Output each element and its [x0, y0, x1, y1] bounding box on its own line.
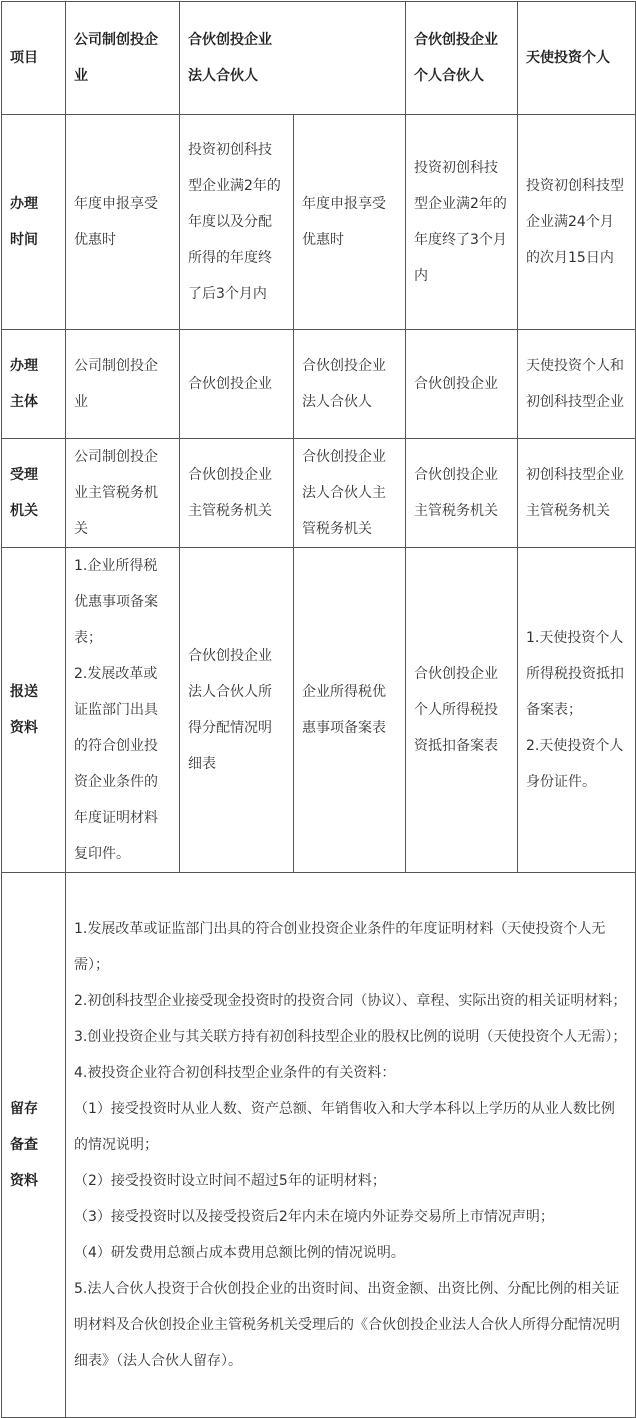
materials-item: 2.发展改革或证监部门出具的符合创业投资企业条件的年度证明材料复印件。	[74, 666, 158, 862]
row-label-line: 机关	[10, 503, 38, 519]
row-label-authority	[2, 439, 66, 548]
row-label-line: 资料	[10, 1173, 38, 1189]
cell-subject-angel-investor: 天使投资个人和初创科技型企业	[518, 330, 636, 439]
retained-item: 2.初创科技型企业接受现金投资时的投资合同（协议）、章程、实际出资的相关证明材料；	[74, 993, 627, 1009]
retained-item: 4.被投资企业符合初创科技型企业条件的有关资料：	[74, 1065, 396, 1081]
cell-authority-partnership-vc: 合伙创投企业主管税务机关	[180, 439, 294, 548]
materials-item: 2.天使投资个人身份证件。	[526, 738, 624, 790]
row-materials	[2, 548, 636, 873]
row-retained	[2, 873, 636, 1418]
retained-item: （1）接受投资时从业人数、资产总额、年销售收入和大学本科以上学历的从业人数比例的情况说明；	[74, 1101, 615, 1153]
cell-time-corporate-partner: 年度申报享受优惠时	[294, 115, 406, 330]
cell-authority-individual-partner: 合伙创投企业主管税务机关	[406, 439, 518, 548]
cell-authority-corporate-partner: 合伙创投企业法人合伙人主管税务机关	[294, 439, 406, 548]
row-label-line: 报送	[10, 684, 38, 700]
materials-item: 1.企业所得税优惠事项备案表；	[74, 558, 158, 646]
cell-subject-company-vc: 公司制创投企业	[66, 330, 180, 439]
header-item: 项目	[2, 2, 66, 115]
header-individual-partner: 个人合伙人	[414, 68, 484, 84]
retained-item: 5.法人合伙人投资于合伙创投企业的出资时间、出资金额、出资比例、分配比例的相关证明材料及合伙创投企业主管税务机关受理后的《合伙创投企业法人合伙人所得分配情况明细表》（法人合伙人留存）。	[74, 1281, 620, 1369]
row-label-line: 办理	[10, 196, 38, 212]
cell-subject-partnership-vc: 合伙创投企业	[180, 330, 294, 439]
cell-materials-individual-partner: 合伙创投企业个人所得税投资抵扣备案表	[406, 548, 518, 873]
header-corporate-partner: 法人合伙人	[188, 68, 258, 84]
row-label-line: 主体	[10, 394, 38, 410]
row-label-line: 时间	[10, 232, 38, 248]
row-label-materials	[2, 548, 66, 873]
row-label-time	[2, 115, 66, 330]
row-label-retained	[2, 873, 66, 1418]
row-time	[2, 115, 636, 330]
row-label-line: 资料	[10, 720, 38, 736]
retained-item: 1.发展改革或证监部门出具的符合创业投资企业条件的年度证明材料（天使投资个人无需）；	[74, 921, 606, 973]
cell-retained-items	[66, 873, 636, 1418]
row-authority	[2, 439, 636, 548]
cell-subject-individual-partner: 合伙创投企业	[406, 330, 518, 439]
cell-materials-company-vc	[66, 548, 180, 873]
header-row	[2, 2, 636, 115]
row-label-line: 受理	[10, 467, 38, 483]
row-label-line: 备查	[10, 1137, 38, 1153]
row-label-line: 留存	[10, 1101, 38, 1117]
cell-authority-company-vc: 公司制创投企业主管税务机关	[66, 439, 180, 548]
cell-time-company-vc: 年度申报享受优惠时	[66, 115, 180, 330]
cell-time-individual-partner: 投资初创科技型企业满2年的年度终了3个月内	[406, 115, 518, 330]
cell-time-partnership-vc: 投资初创科技型企业满2年的年度以及分配所得的年度终了后3个月内	[180, 115, 294, 330]
policy-table	[1, 1, 636, 1418]
cell-time-angel-investor: 投资初创科技型企业满24个月的次月15日内	[518, 115, 636, 330]
cell-materials-angel-investor	[518, 548, 636, 873]
retained-item: （2）接受投资时设立时间不超过5年的证明材料；	[74, 1173, 386, 1189]
row-label-subject	[2, 330, 66, 439]
cell-authority-angel-investor: 初创科技型企业主管税务机关	[518, 439, 636, 548]
cell-materials-corporate-partner: 企业所得税优惠事项备案表	[294, 548, 406, 873]
header-partnership-corporate	[180, 2, 406, 115]
retained-item: （3）接受投资时以及接受投资后2年内未在境内外证券交易所上市情况声明；	[74, 1209, 554, 1225]
row-subject	[2, 330, 636, 439]
header-partnership-vc-2: 合伙创投企业	[414, 32, 498, 48]
header-company-vc: 公司制创投企业	[66, 2, 180, 115]
cell-subject-corporate-partner: 合伙创投企业法人合伙人	[294, 330, 406, 439]
header-partnership-vc: 合伙创投企业	[188, 32, 272, 48]
retained-item: 3.创业投资企业与其关联方持有初创科技型企业的股权比例的说明（天使投资个人无需）；	[74, 1029, 627, 1045]
cell-materials-partnership-vc: 合伙创投企业法人合伙人所得分配情况明细表	[180, 548, 294, 873]
materials-item: 1.天使投资个人所得税投资抵扣备案表；	[526, 630, 624, 718]
header-partnership-individual	[406, 2, 518, 115]
row-label-line: 办理	[10, 358, 38, 374]
retained-item: （4）研发费用总额占成本费用总额比例的情况说明。	[74, 1245, 405, 1261]
header-angel-investor: 天使投资个人	[518, 2, 636, 115]
